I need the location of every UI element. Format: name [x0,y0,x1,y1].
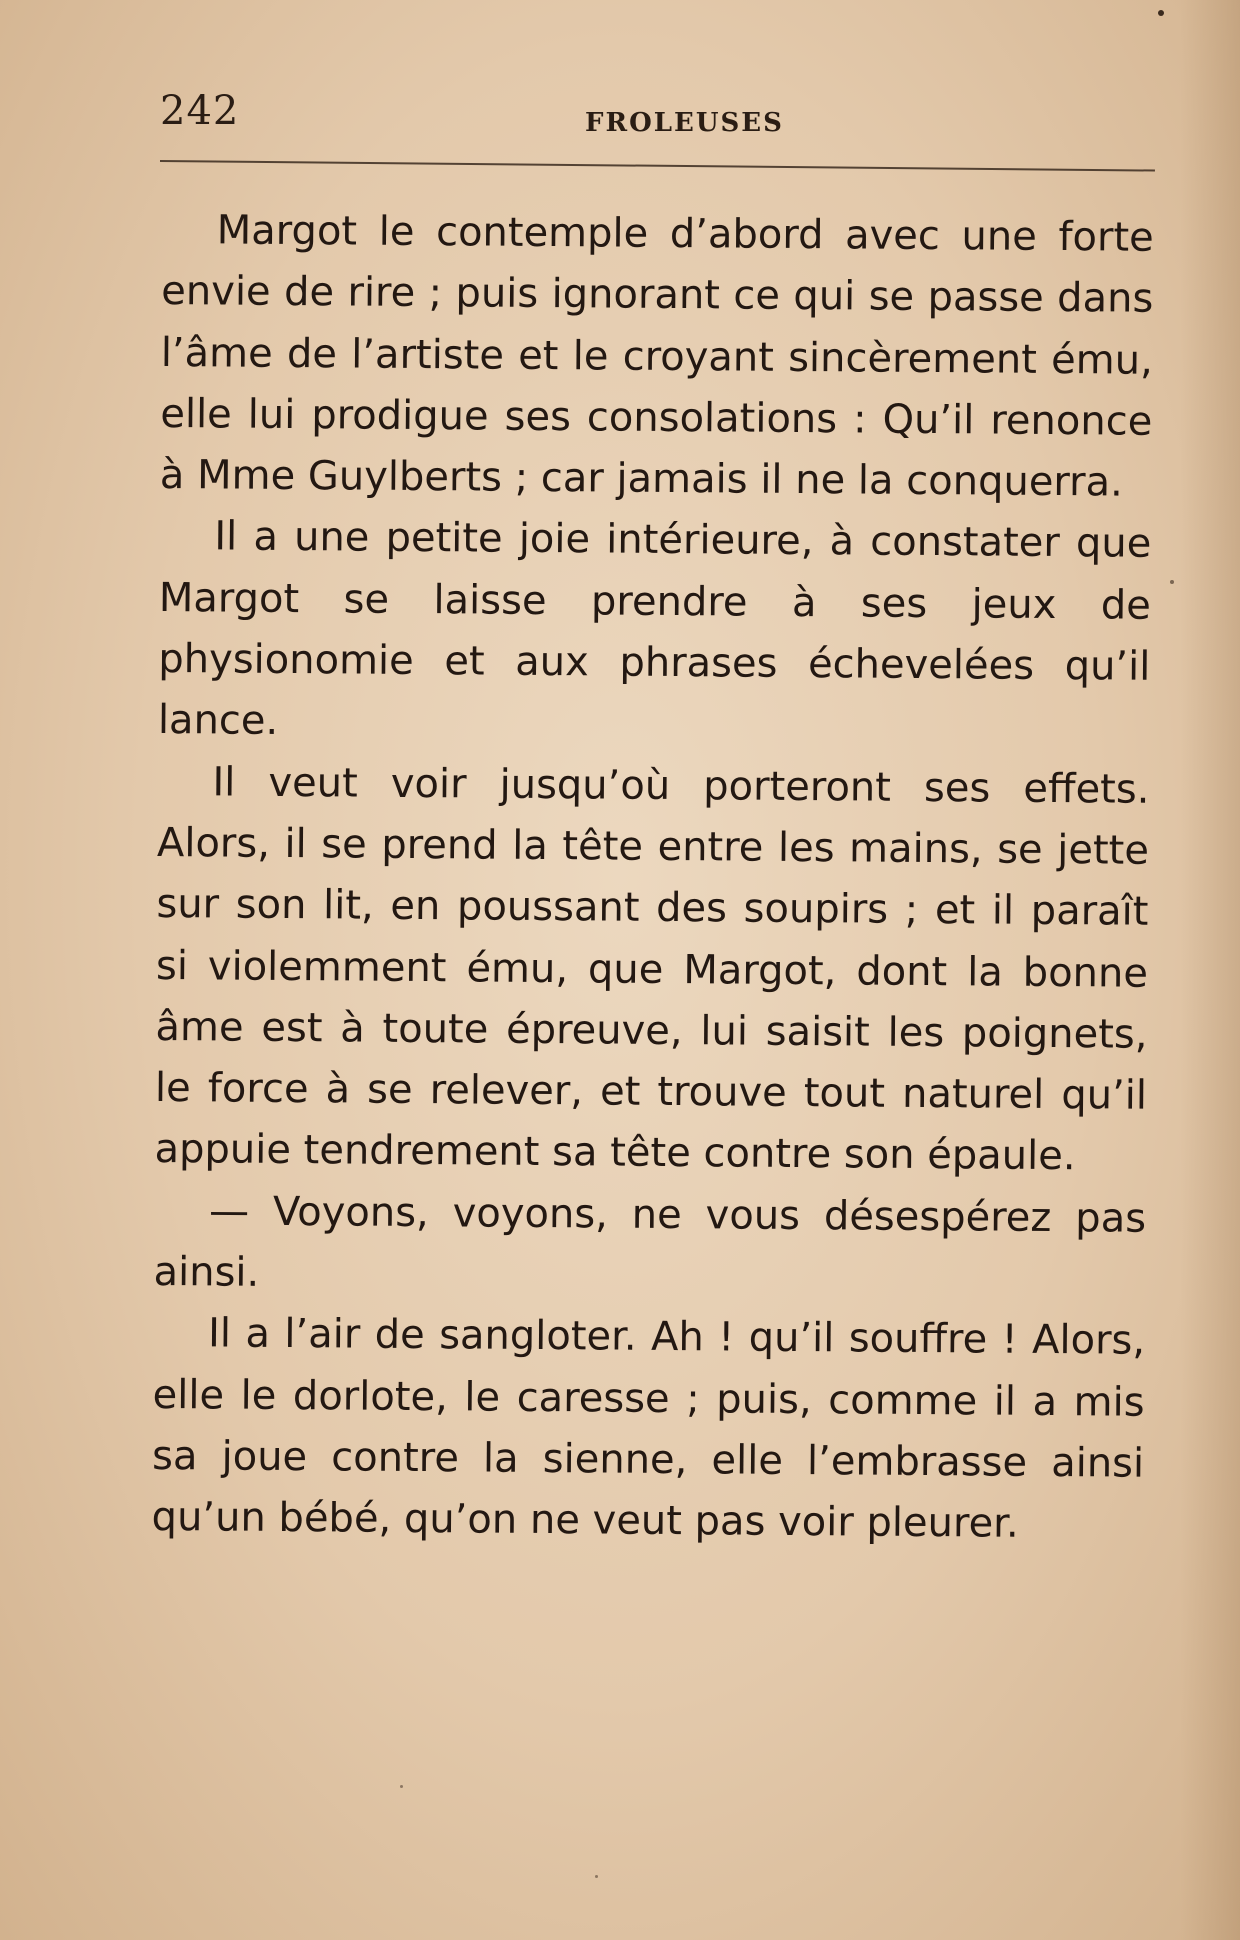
paper-speck [1170,580,1174,584]
page-number: 242 [160,88,240,134]
paragraph: Il veut voir jusqu’où porteront ses effets. Alors, il se prend la tête entre les mains, se jette sur son lit, en poussant des soupirs ; et il paraît si violemment ému, que Margot, dont la bonne âme est à toute épreuve, lui saisit les poignets, le force à se relever, et trouve tout naturel qu’il appuie tendrement sa tête contre son épaule. [154,759,1150,1180]
paragraph: Il a l’air de sangloter. Ah ! qu’il souffre ! Alors, elle le dorlote, le caresse ; puis, comme il a mis sa joue contre la sienne, elle l’embrasse ainsi qu’un bébé, qu’on ne veut pas voir pleurer. [151,1310,1146,1548]
body-text [151,200,1154,1556]
paragraph: — Voyons, voyons, ne vous désespérez pas ainsi. [153,1188,1147,1296]
page-header [160,88,1160,158]
running-head: FROLEUSES [585,108,784,138]
paper-speck [1158,10,1164,16]
page-edge-shadow [1180,0,1240,1940]
paper-speck [400,1785,403,1788]
paragraph: Margot le contemple d’abord avec une forte envie de rire ; puis ignorant ce qui se passe dans l’âme de l’artiste et le croyant sincèrement ému, elle lui prodigue ses consolations : Qu’il renonce à Mme Guylberts ; car jamais il ne la conquerra. [159,207,1154,506]
header-rule [160,160,1155,172]
paper-speck [595,1875,598,1878]
paragraph: Il a une petite joie intérieure, à constater que Margot se laisse prendre à ses jeux de physionomie et aux phrases échevelées qu’il lance. [157,513,1152,745]
